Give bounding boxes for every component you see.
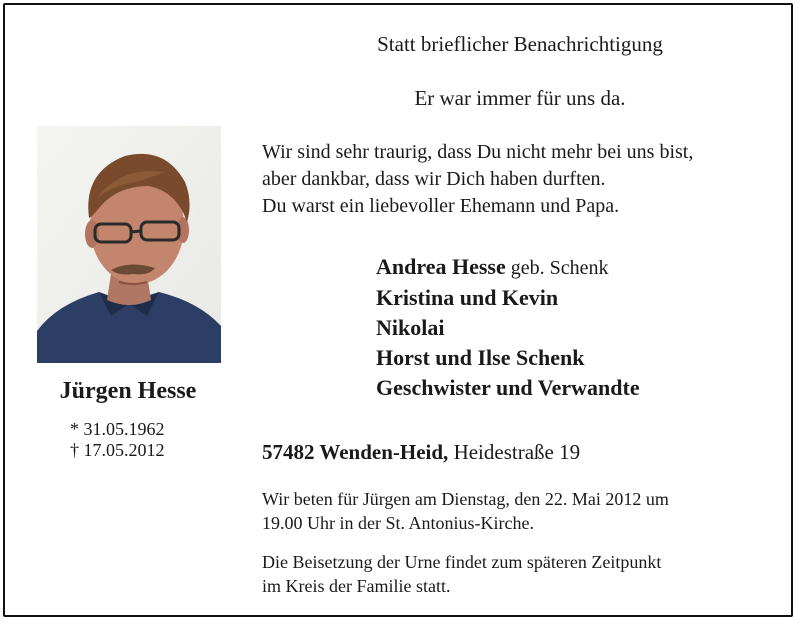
verse-line: Du warst ein liebevoller Ehemann und Papa. [262, 195, 620, 217]
prayer-line: 19.00 Uhr in der St. Antonius-Kirche. [262, 513, 534, 533]
address-city: 57482 Wenden-Heid, [262, 440, 449, 464]
notice-heading: Statt brieflicher Benachrichtigung [377, 32, 663, 56]
notice-motto: Er war immer für uns da. [414, 86, 626, 110]
deceased-name: Jürgen Hesse [59, 378, 197, 404]
death-date: † 17.05.2012 [70, 440, 165, 460]
mourners-list [376, 252, 640, 403]
birth-date: * 31.05.1962 [70, 419, 165, 439]
burial-info [262, 550, 661, 598]
prayer-line: Wir beten für Jürgen am Dienstag, den 22. Mai 2012 um [262, 489, 669, 509]
portrait-illustration [37, 126, 221, 363]
mourner-name: Horst und Ilse Schenk [376, 345, 585, 370]
family-address [262, 440, 580, 465]
farewell-verse [262, 139, 693, 220]
address-street: Heidestraße 19 [448, 440, 581, 464]
mourner-line [376, 252, 640, 283]
verse-line: Wir sind sehr traurig, dass Du nicht mehr bei uns bist, [262, 141, 694, 163]
mourner-name: Nikolai [376, 315, 445, 340]
prayer-service-info [262, 487, 669, 535]
verse-line: aber dankbar, dass wir Dich haben durften. [262, 168, 606, 190]
maiden-name: geb. Schenk [505, 257, 609, 279]
portrait-photo [37, 126, 221, 363]
mourner-name: Andrea Hesse [376, 254, 506, 279]
mourner-name: Geschwister und Verwandte [376, 375, 640, 400]
burial-line: im Kreis der Familie statt. [262, 576, 451, 596]
life-dates [70, 419, 165, 461]
burial-line: Die Beisetzung der Urne findet zum späteren Zeitpunkt [262, 552, 662, 572]
mourner-name: Kristina und Kevin [376, 285, 559, 310]
